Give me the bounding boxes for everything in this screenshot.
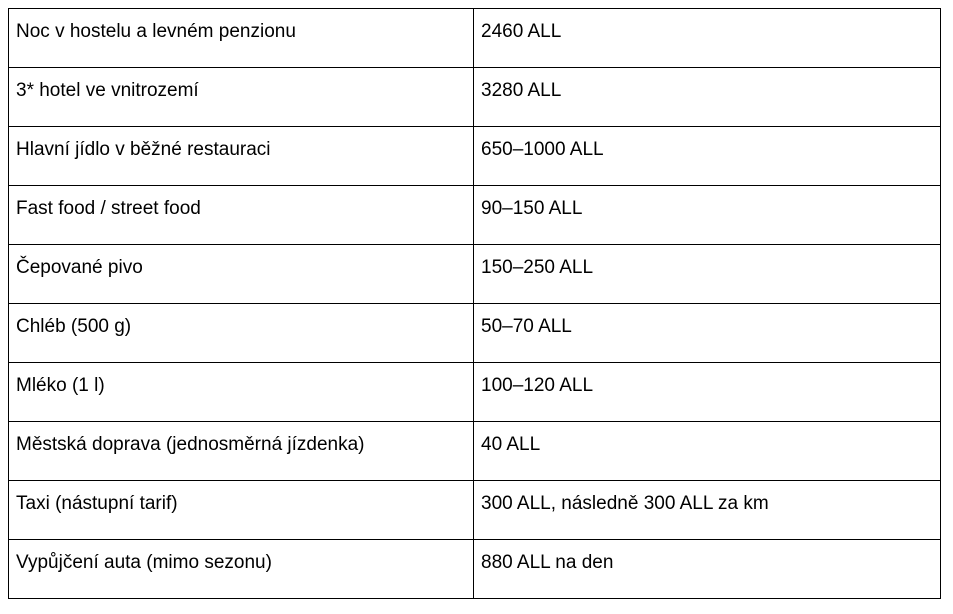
price-cell [474,304,941,363]
item-cell [9,127,474,186]
item-cell [9,304,474,363]
table-row [9,186,941,245]
price-cell [474,186,941,245]
price-value: 2460 ALL [481,21,562,42]
price-value: 90–150 ALL [481,198,583,219]
item-cell [9,363,474,422]
price-value: 3280 ALL [481,80,562,101]
item-label: Vypůjčení auta (mimo sezonu) [16,552,272,573]
price-value: 100–120 ALL [481,375,594,396]
table-row [9,363,941,422]
item-label: Čepované pivo [16,257,143,278]
item-cell [9,9,474,68]
table-row [9,304,941,363]
item-label: Hlavní jídlo v běžné restauraci [16,139,271,160]
item-label: Noc v hostelu a levném penzionu [16,21,296,42]
table-row [9,540,941,599]
item-label: Taxi (nástupní tarif) [16,493,178,514]
price-cell [474,127,941,186]
item-cell [9,422,474,481]
price-cell [474,68,941,127]
price-value: 40 ALL [481,434,541,455]
table-row [9,9,941,68]
price-cell [474,9,941,68]
price-table [8,8,941,599]
item-label: Mléko (1 l) [16,375,105,396]
table-row [9,68,941,127]
price-value: 50–70 ALL [481,316,572,337]
item-label: Městská doprava (jednosměrná jízdenka) [16,434,365,455]
table-row [9,127,941,186]
price-cell [474,481,941,540]
table-row [9,481,941,540]
item-label: 3* hotel ve vnitrozemí [16,80,199,101]
price-value: 150–250 ALL [481,257,594,278]
item-label: Chléb (500 g) [16,316,132,337]
price-cell [474,363,941,422]
item-cell [9,245,474,304]
item-cell [9,540,474,599]
price-value: 300 ALL, následně 300 ALL za km [481,493,769,514]
price-value: 880 ALL na den [481,552,614,573]
price-cell [474,245,941,304]
table-row [9,422,941,481]
price-value: 650–1000 ALL [481,139,604,160]
table-row [9,245,941,304]
price-cell [474,540,941,599]
price-cell [474,422,941,481]
item-label: Fast food / street food [16,198,201,219]
item-cell [9,481,474,540]
item-cell [9,68,474,127]
item-cell [9,186,474,245]
